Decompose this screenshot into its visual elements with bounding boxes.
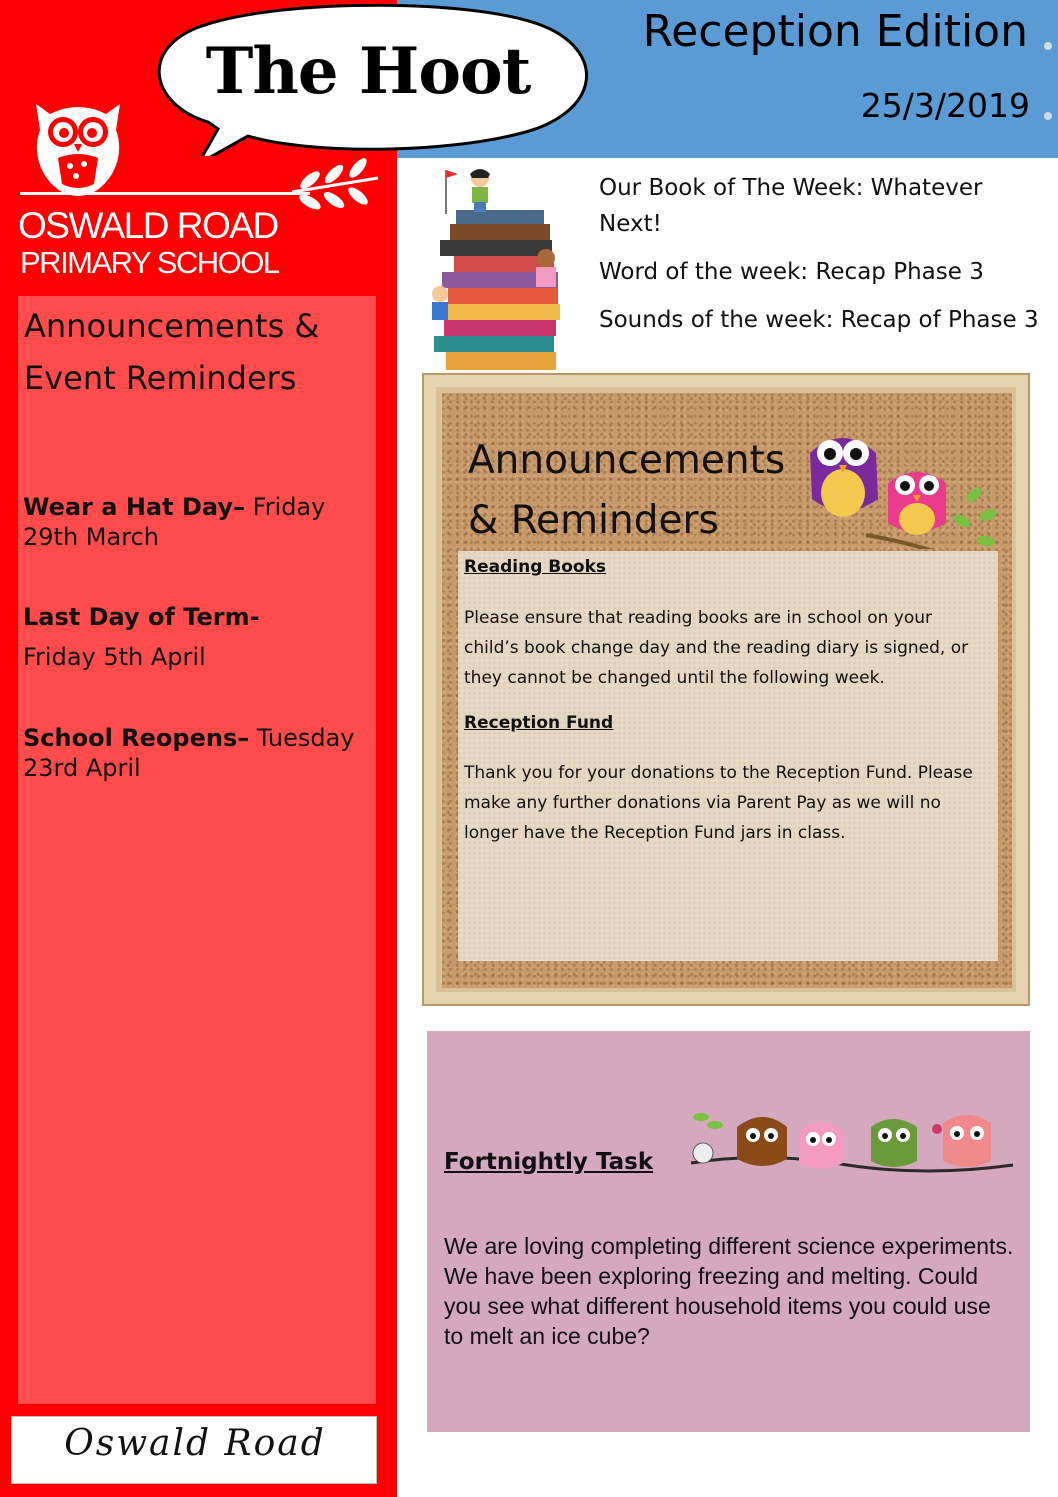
notice-body: Thank you for your donations to the Reception Fund. Please make any further donations via Parent Pay as we will no longer have the Reception Fund jars in class. [464,763,973,843]
panel-heading: Announcements & Event Reminders [24,307,320,397]
task-body: We are loving completing different science experiments. We have been exploring freezing and melting. Could you see what different household items you could use to melt an ice cube? [444,1233,1014,1349]
owl-logo-icon [28,92,128,200]
event-label: School Reopens– [23,724,250,752]
event-item [23,602,373,672]
owls-on-branch-icon [806,423,1002,549]
notice-paper [458,551,998,961]
event-label: Wear a Hat Day– [23,493,245,521]
event-label: Last Day of Term- [23,603,260,631]
fortnightly-task-panel [427,1031,1030,1432]
week-info [599,170,1049,350]
footer-signature: Oswald Road [64,1423,326,1464]
notice-heading: Reading Books [464,557,607,577]
notice-body: Please ensure that reading books are in school on your child’s book change day and the reading diary is signed, or they cannot be changed until the following week. [464,608,969,688]
footer-box [11,1416,377,1484]
word-of-the-week: Word of the week: Recap Phase 3 [599,259,984,285]
leaf-branch-icon [290,158,382,224]
school-name: OSWALD ROAD [18,205,278,246]
books-stack-icon [424,164,574,372]
event-reminders-panel [18,296,376,1404]
decorative-dot [1044,42,1052,50]
edition-title: Reception Edition [642,6,1028,57]
book-of-the-week: Our Book of The Week: Whatever Next! [599,175,983,237]
decorative-dot [1044,112,1052,120]
school-name-subtitle: PRIMARY SCHOOL [20,245,279,280]
event-detail: Friday 29th March [23,493,326,551]
owl-row-icon [687,1107,1017,1183]
newsletter-title: The Hoot [205,34,531,109]
event-detail: Friday 5th April [23,643,206,671]
board-title: Announcements & Reminders [468,438,786,543]
event-item [23,492,373,552]
event-detail: Tuesday 23rd April [23,724,355,782]
event-item [23,723,373,783]
task-heading: Fortnightly Task [444,1149,654,1175]
sounds-of-the-week: Sounds of the week: Recap of Phase 3 [599,307,1039,333]
edition-date: 25/3/2019 [860,86,1030,125]
logo-rule [20,192,310,195]
cork-board [422,373,1030,1006]
notice-heading: Reception Fund [464,713,614,733]
